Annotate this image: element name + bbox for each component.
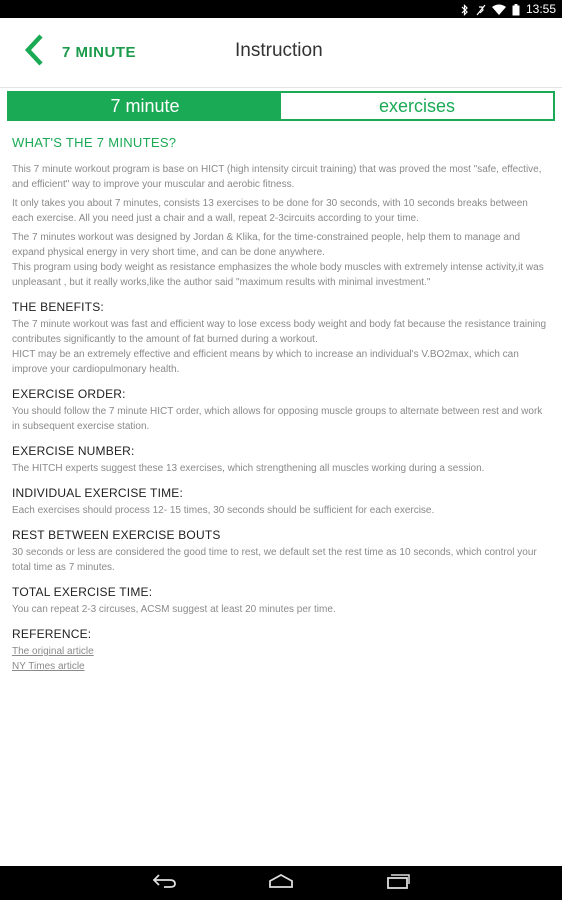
bluetooth-icon <box>460 4 470 15</box>
app-name: 7 MINUTE <box>62 44 137 61</box>
status-bar <box>0 0 562 18</box>
nav-home-button[interactable] <box>267 873 295 893</box>
system-nav-bar <box>0 866 562 900</box>
page-title: WHAT'S THE 7 MINUTES? <box>12 135 177 150</box>
wifi-icon <box>492 4 506 15</box>
section-heading-exercise-order: EXERCISE ORDER: <box>12 387 126 401</box>
section-heading-individual-time: INDIVIDUAL EXERCISE TIME: <box>12 486 184 500</box>
rest-paragraph: 30 seconds or less are considered the good time to rest, we default set the rest time as 10 seconds, which control your total time as 7 minutes. <box>12 547 537 573</box>
benefits-paragraph: HICT may be an extremely effective and efficient means by which to increase an individual's V.BO2max, which can improve your cardiopulmonary health. <box>12 349 519 375</box>
section-heading-total-time: TOTAL EXERCISE TIME: <box>12 585 153 599</box>
section-heading-rest: REST BETWEEN EXERCISE BOUTS <box>12 528 221 542</box>
reference-link-original-article[interactable]: The original article <box>12 646 94 657</box>
section-heading-reference: REFERENCE: <box>12 627 92 641</box>
nav-back-button[interactable] <box>151 873 179 893</box>
tab-7-minute[interactable]: 7 minute <box>9 93 281 119</box>
tab-exercises[interactable]: exercises <box>281 93 553 119</box>
intro-paragraph: The 7 minutes workout was designed by Jordan & Klika, for the time-constrained people, help them to manage and expand physical energy in very short time, and can be done anywhere. <box>12 232 521 258</box>
tab-bar <box>7 91 555 121</box>
instruction-content <box>0 121 562 674</box>
mute-icon <box>476 4 486 15</box>
exercise-order-paragraph: You should follow the 7 minute HICT order, which allows for opposing muscle groups to alternate between rest and work in subsequent exercise station. <box>12 406 543 432</box>
recents-icon <box>384 873 410 894</box>
chevron-left-icon <box>23 33 45 72</box>
back-arrow-icon <box>152 873 178 894</box>
section-heading-exercise-number: EXERCISE NUMBER: <box>12 444 135 458</box>
battery-icon <box>512 4 520 15</box>
section-heading-benefits: THE BENEFITS: <box>12 300 104 314</box>
reference-link-ny-times[interactable]: NY Times article <box>12 661 85 672</box>
back-button[interactable] <box>14 33 54 73</box>
screen-title: Instruction <box>235 40 323 61</box>
status-time: 13:55 <box>525 2 556 16</box>
total-time-paragraph: You can repeat 2-3 circuses, ACSM suggest at least 20 minutes per time. <box>12 604 336 615</box>
nav-recents-button[interactable] <box>383 873 411 893</box>
intro-paragraph: This program using body weight as resistance emphasizes the whole body muscles with extremely intense activity,it was unpleasant , but it really works,like the author said "maximum results with minimal investment." <box>12 262 544 288</box>
home-icon <box>268 873 294 894</box>
intro-paragraph: It only takes you about 7 minutes, consists 13 exercises to be done for 30 seconds, with 10 seconds breaks between each exercise. All you need just a chair and a wall, repeat 2-3circuits according to your time. <box>12 198 528 224</box>
exercise-number-paragraph: The HITCH experts suggest these 13 exercises, which strengthening all muscles working during a session. <box>12 463 485 474</box>
benefits-paragraph: The 7 minute workout was fast and efficient way to lose excess body weight and body fat because the resistance training contributes significantly to the amount of fat burned during a workout. <box>12 319 547 345</box>
intro-paragraph: This 7 minute workout program is base on HICT (high intensity circuit training) that was proved the most "safe, effective, and efficient" way to improve your muscular and aerobic fitness. <box>12 164 542 190</box>
app-bar <box>0 18 562 88</box>
individual-time-paragraph: Each exercises should process 12- 15 times, 30 seconds should be sufficient for each exercise. <box>12 505 435 516</box>
